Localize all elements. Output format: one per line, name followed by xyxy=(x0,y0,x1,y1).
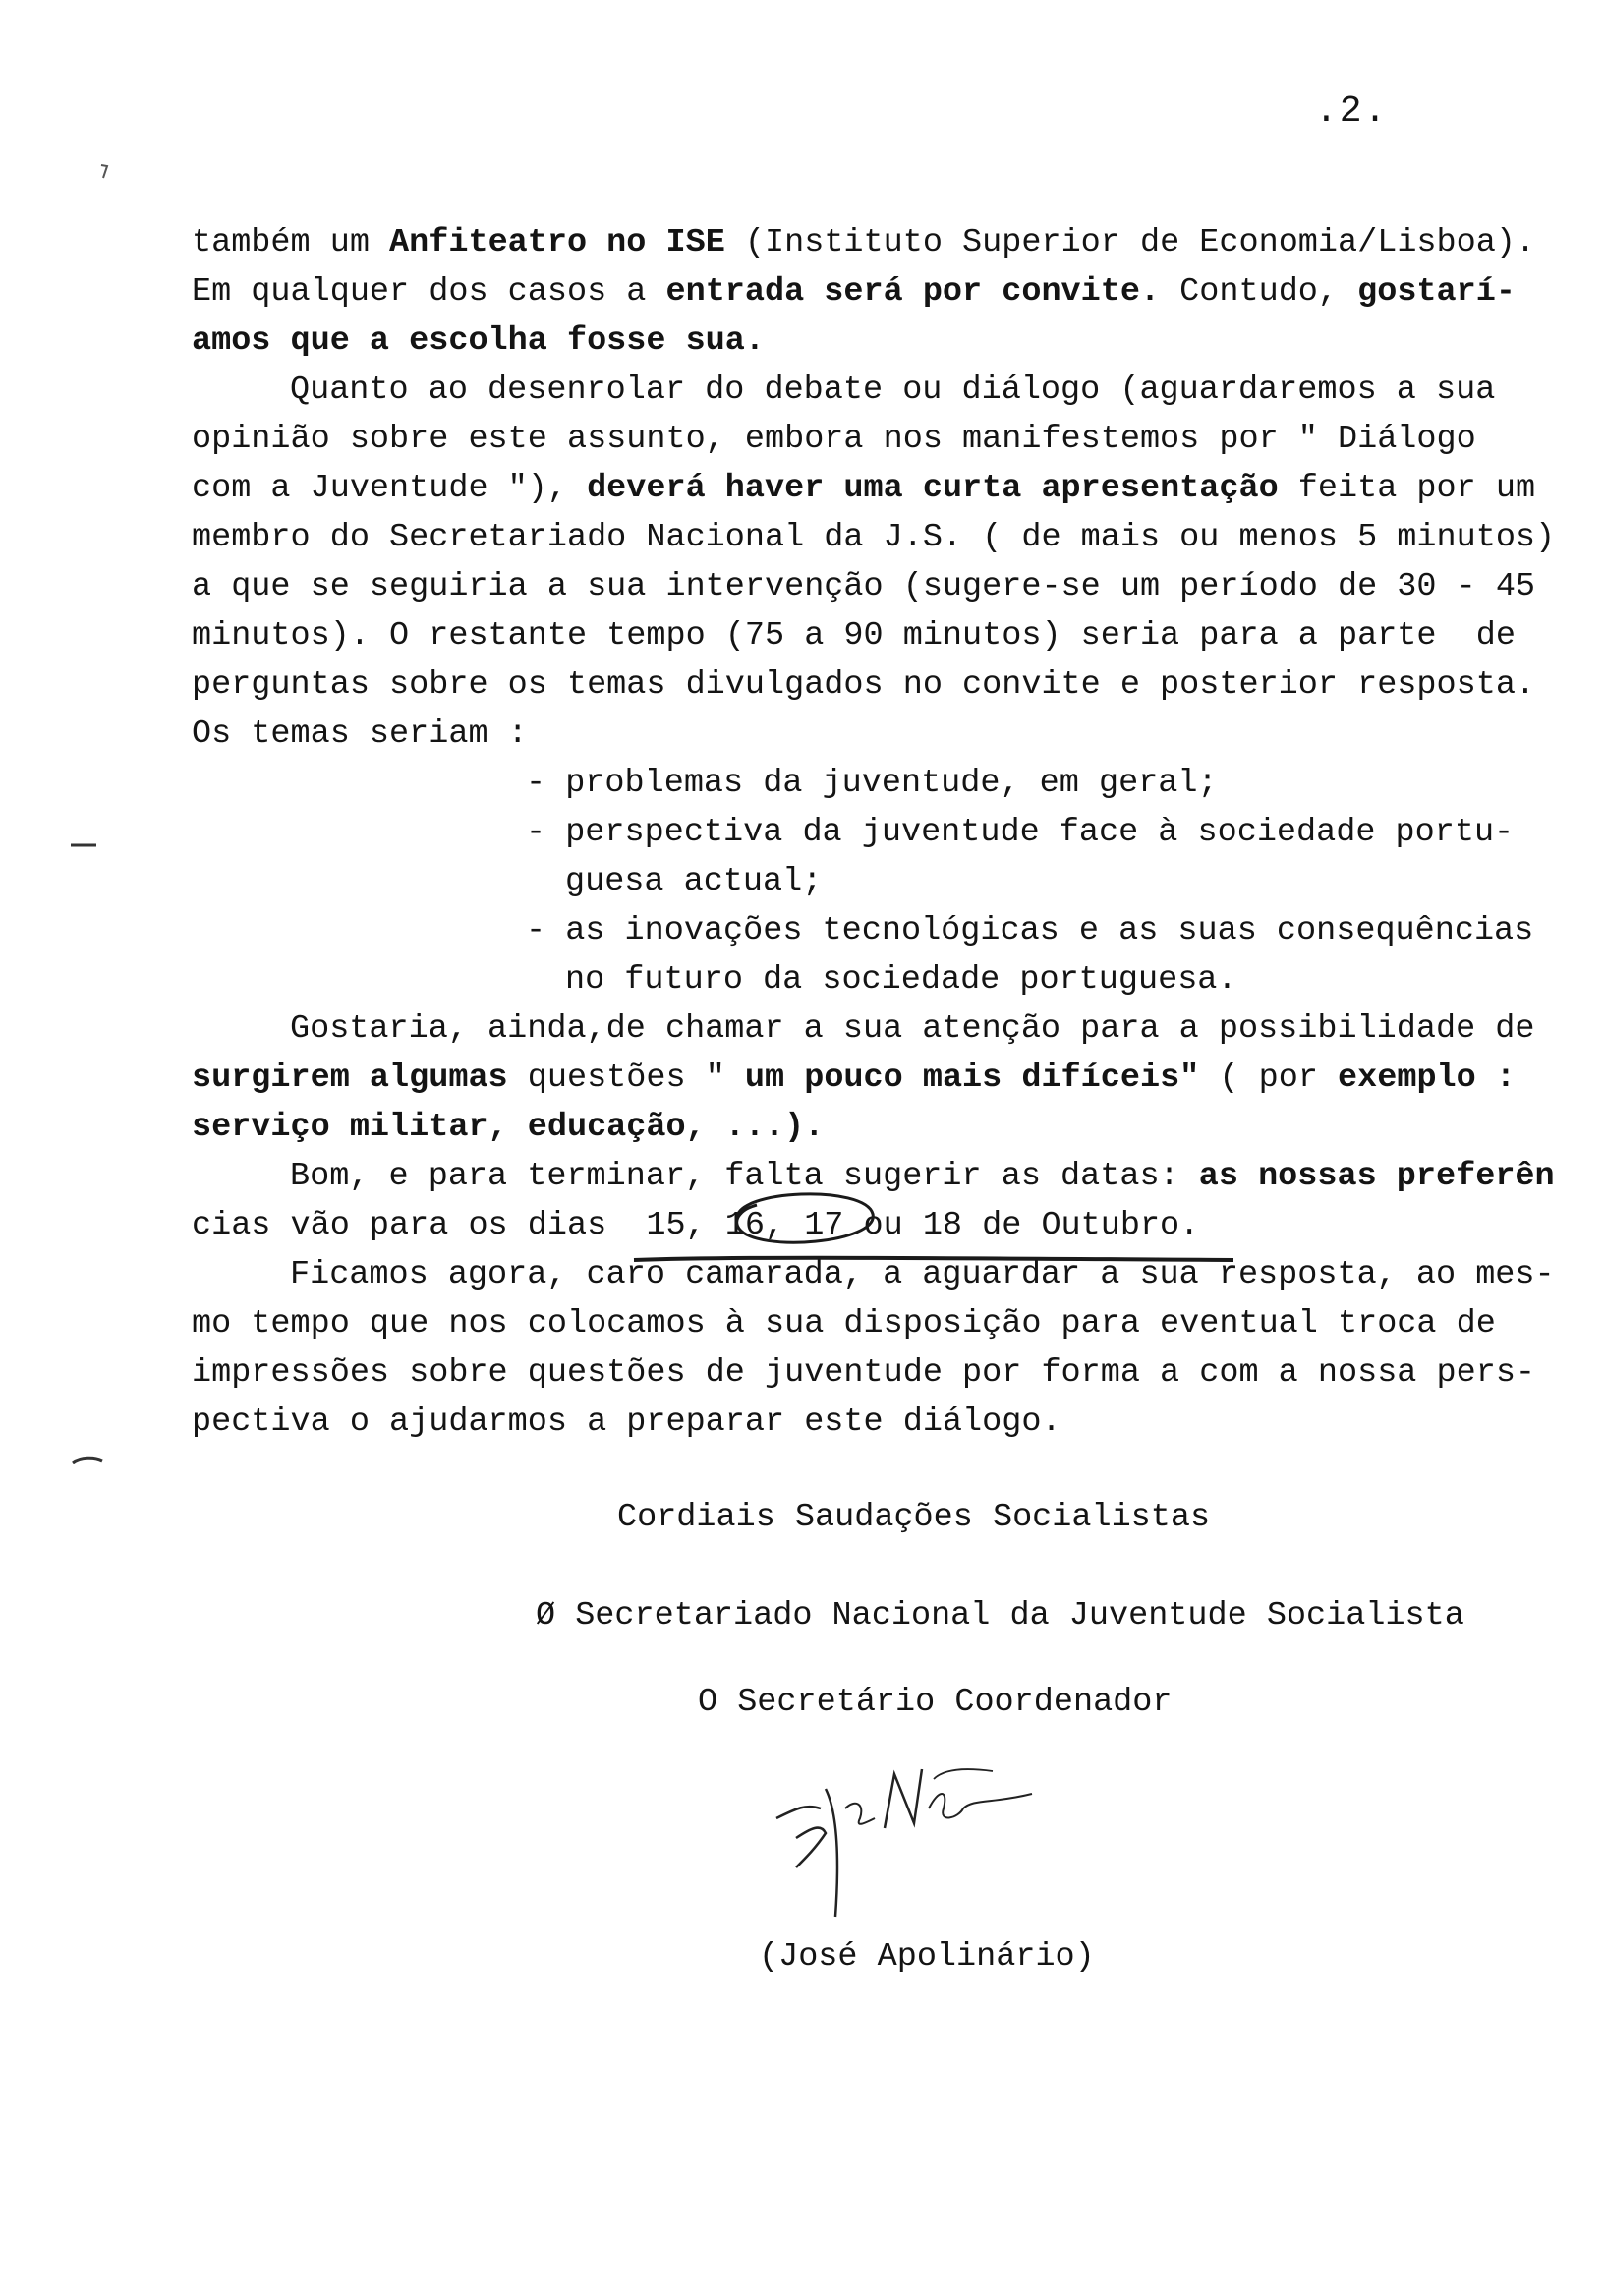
text-segment: (Instituto Superior de Economia/Lisboa). xyxy=(724,224,1536,261)
page-number: .2. xyxy=(1315,90,1389,133)
text-segment: Em qualquer dos casos a xyxy=(192,273,666,311)
text-line xyxy=(192,1299,1568,1349)
text-segment: minutos). O restante tempo (75 a 90 minutos) seria para a parte de xyxy=(192,617,1516,655)
bold-text-segment: um pouco mais difíceis" xyxy=(744,1060,1200,1097)
bold-text-segment: Anfiteatro no ISE xyxy=(389,224,725,261)
text-segment: - perspectiva da juventude face à sociedade portu- xyxy=(526,814,1515,851)
text-line xyxy=(192,1103,1568,1152)
text-line xyxy=(192,1398,1568,1447)
text-line xyxy=(192,906,1568,955)
text-line xyxy=(192,415,1568,464)
text-segment: mo tempo que nos colocamos à sua disposição para eventual troca de xyxy=(192,1305,1496,1343)
text-line xyxy=(192,710,1568,759)
text-segment: - as inovações tecnológicas e as suas consequências xyxy=(526,912,1534,949)
text-segment: questões " xyxy=(507,1060,745,1097)
text-line xyxy=(192,611,1568,660)
text-segment: opinião sobre este assunto, embora nos manifestemos por " Diálogo xyxy=(192,421,1476,458)
bold-text-segment: deverá haver uma curta apresentação xyxy=(587,470,1279,507)
margin-dash-mark xyxy=(71,1455,104,1466)
handwritten-underline-mark xyxy=(629,1246,1238,1276)
text-segment: também um xyxy=(192,224,390,261)
text-line xyxy=(192,759,1568,808)
text-line xyxy=(192,464,1568,513)
text-segment: ( por xyxy=(1199,1060,1339,1097)
bold-text-segment: serviço militar, educação, ...). xyxy=(192,1109,825,1146)
text-line xyxy=(192,660,1568,710)
text-segment: guesa actual; xyxy=(565,863,823,900)
text-segment: - problemas da juventude, em geral; xyxy=(526,765,1218,802)
text-line xyxy=(192,366,1568,415)
sender-role: O Secretário Coordenador xyxy=(698,1684,1173,1721)
margin-dash-mark xyxy=(69,840,98,850)
bold-text-segment: entrada será por convite. xyxy=(665,273,1161,311)
text-segment: a que se seguiria a sua intervenção (sugere-se um período de 30 - 45 xyxy=(192,568,1536,605)
text-segment: Bom, e para terminar, falta sugerir as datas: xyxy=(290,1158,1199,1195)
text-segment: Ficamos agora, caro camarada, a aguardar a sua resposta, ao mes- xyxy=(290,1256,1555,1293)
text-line xyxy=(192,267,1568,316)
text-line xyxy=(192,1054,1568,1103)
text-segment: perguntas sobre os temas divulgados no convite e posterior resposta. xyxy=(192,666,1536,704)
text-segment: pectiva o ajudarmos a preparar este diálogo. xyxy=(192,1404,1061,1441)
text-line xyxy=(192,857,1568,906)
bold-text-segment: surgirem algumas xyxy=(192,1060,508,1097)
bold-text-segment: as nossas preferên xyxy=(1198,1158,1555,1195)
sender-organization: Ø Secretariado Nacional da Juventude Socialista xyxy=(536,1597,1464,1635)
text-segment: feita por um xyxy=(1278,470,1536,507)
text-line xyxy=(192,808,1568,857)
text-segment: Os temas seriam : xyxy=(192,716,528,753)
handwritten-signature xyxy=(767,1750,1042,1926)
text-segment: Gostaria, ainda,de chamar a sua atenção para a possibilidade de xyxy=(290,1010,1535,1048)
text-line xyxy=(192,1349,1568,1398)
text-segment: Quanto ao desenrolar do debate ou diálogo (aguardaremos a sua xyxy=(290,372,1496,409)
text-line xyxy=(192,513,1568,562)
text-line xyxy=(192,218,1568,267)
text-segment: cias vão para os dias 15, 16, 17 ou 18 de Outubro. xyxy=(192,1207,1200,1244)
closing-salutation: Cordiais Saudações Socialistas xyxy=(617,1499,1211,1536)
bold-text-segment: gostarí- xyxy=(1357,273,1516,311)
text-line xyxy=(192,316,1568,366)
text-line xyxy=(192,562,1568,611)
text-segment: impressões sobre questões de juventude por forma a com a nossa pers- xyxy=(192,1354,1536,1392)
text-line xyxy=(192,1004,1568,1054)
text-line xyxy=(192,955,1568,1004)
bold-text-segment: exemplo : xyxy=(1338,1060,1516,1097)
bold-text-segment: amos que a escolha fosse sua. xyxy=(192,322,765,360)
text-segment: Contudo, xyxy=(1160,273,1358,311)
text-segment: com a Juventude "), xyxy=(192,470,588,507)
text-segment: membro do Secretariado Nacional da J.S. ( de mais ou menos 5 minutos) xyxy=(192,519,1556,556)
signatory-name: (José Apolinário) xyxy=(759,1938,1095,1976)
text-segment: no futuro da sociedade portuguesa. xyxy=(565,961,1237,999)
margin-tick-mark xyxy=(98,162,110,182)
